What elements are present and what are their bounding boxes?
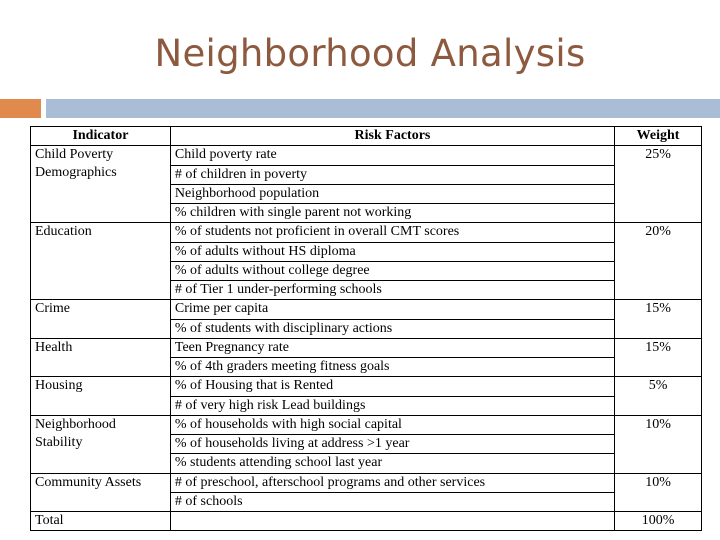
neighborhood-analysis-table — [30, 126, 702, 531]
table-row — [31, 300, 702, 319]
weight-crime: 15% — [615, 300, 702, 339]
weight-child-poverty: 25% — [615, 146, 702, 223]
indicator-child-poverty: Child Poverty Demographics — [31, 146, 171, 223]
risk-factor: Crime per capita — [170, 300, 614, 319]
risk-factor: % students attending school last year — [170, 454, 614, 473]
risk-factor: % of adults without HS diploma — [170, 242, 614, 261]
total-weight: 100% — [615, 512, 702, 531]
weight-housing: 5% — [615, 377, 702, 416]
risk-factor: Teen Pregnancy rate — [170, 338, 614, 357]
risk-factor: % of Housing that is Rented — [170, 377, 614, 396]
table-row — [31, 223, 702, 242]
indicator-crime: Crime — [31, 300, 171, 339]
risk-factor: # of schools — [170, 492, 614, 511]
risk-factor: % of 4th graders meeting fitness goals — [170, 358, 614, 377]
risk-factor: # of children in poverty — [170, 165, 614, 184]
indicator-neighborhood-stability: Neighborhood Stability — [31, 415, 171, 473]
total-label: Total — [31, 512, 171, 531]
risk-factor: % of students not proficient in overall CMT scores — [170, 223, 614, 242]
risk-factor: % children with single parent not working — [170, 204, 614, 223]
risk-factor: % of students with disciplinary actions — [170, 319, 614, 338]
table-total-row — [31, 512, 702, 531]
weight-community-assets: 10% — [615, 473, 702, 512]
risk-factor: # of preschool, afterschool programs and other services — [170, 473, 614, 492]
header-risk-factors: Risk Factors — [170, 127, 614, 146]
header-indicator: Indicator — [31, 127, 171, 146]
risk-factor: % of households with high social capital — [170, 415, 614, 434]
total-empty-cell — [170, 512, 614, 531]
weight-health: 15% — [615, 338, 702, 377]
risk-factor: Child poverty rate — [170, 146, 614, 165]
risk-factor: % of adults without college degree — [170, 261, 614, 280]
indicator-community-assets: Community Assets — [31, 473, 171, 512]
risk-factor: Neighborhood population — [170, 184, 614, 203]
slide-title: Neighborhood Analysis — [154, 32, 586, 75]
risk-factor: % of households living at address >1 year — [170, 435, 614, 454]
table-row — [31, 146, 702, 165]
indicator-education: Education — [31, 223, 171, 300]
weight-neighborhood-stability: 10% — [615, 415, 702, 473]
table-header-row — [31, 127, 702, 146]
table-row — [31, 415, 702, 434]
table-row — [31, 473, 702, 492]
indicator-health: Health — [31, 338, 171, 377]
table-row — [31, 377, 702, 396]
risk-factor: # of Tier 1 under-performing schools — [170, 281, 614, 300]
header-weight: Weight — [615, 127, 702, 146]
table-row — [31, 338, 702, 357]
accent-bar-blue — [46, 99, 720, 118]
accent-bar-orange — [0, 99, 41, 118]
risk-factor: # of very high risk Lead buildings — [170, 396, 614, 415]
weight-education: 20% — [615, 223, 702, 300]
indicator-housing: Housing — [31, 377, 171, 416]
